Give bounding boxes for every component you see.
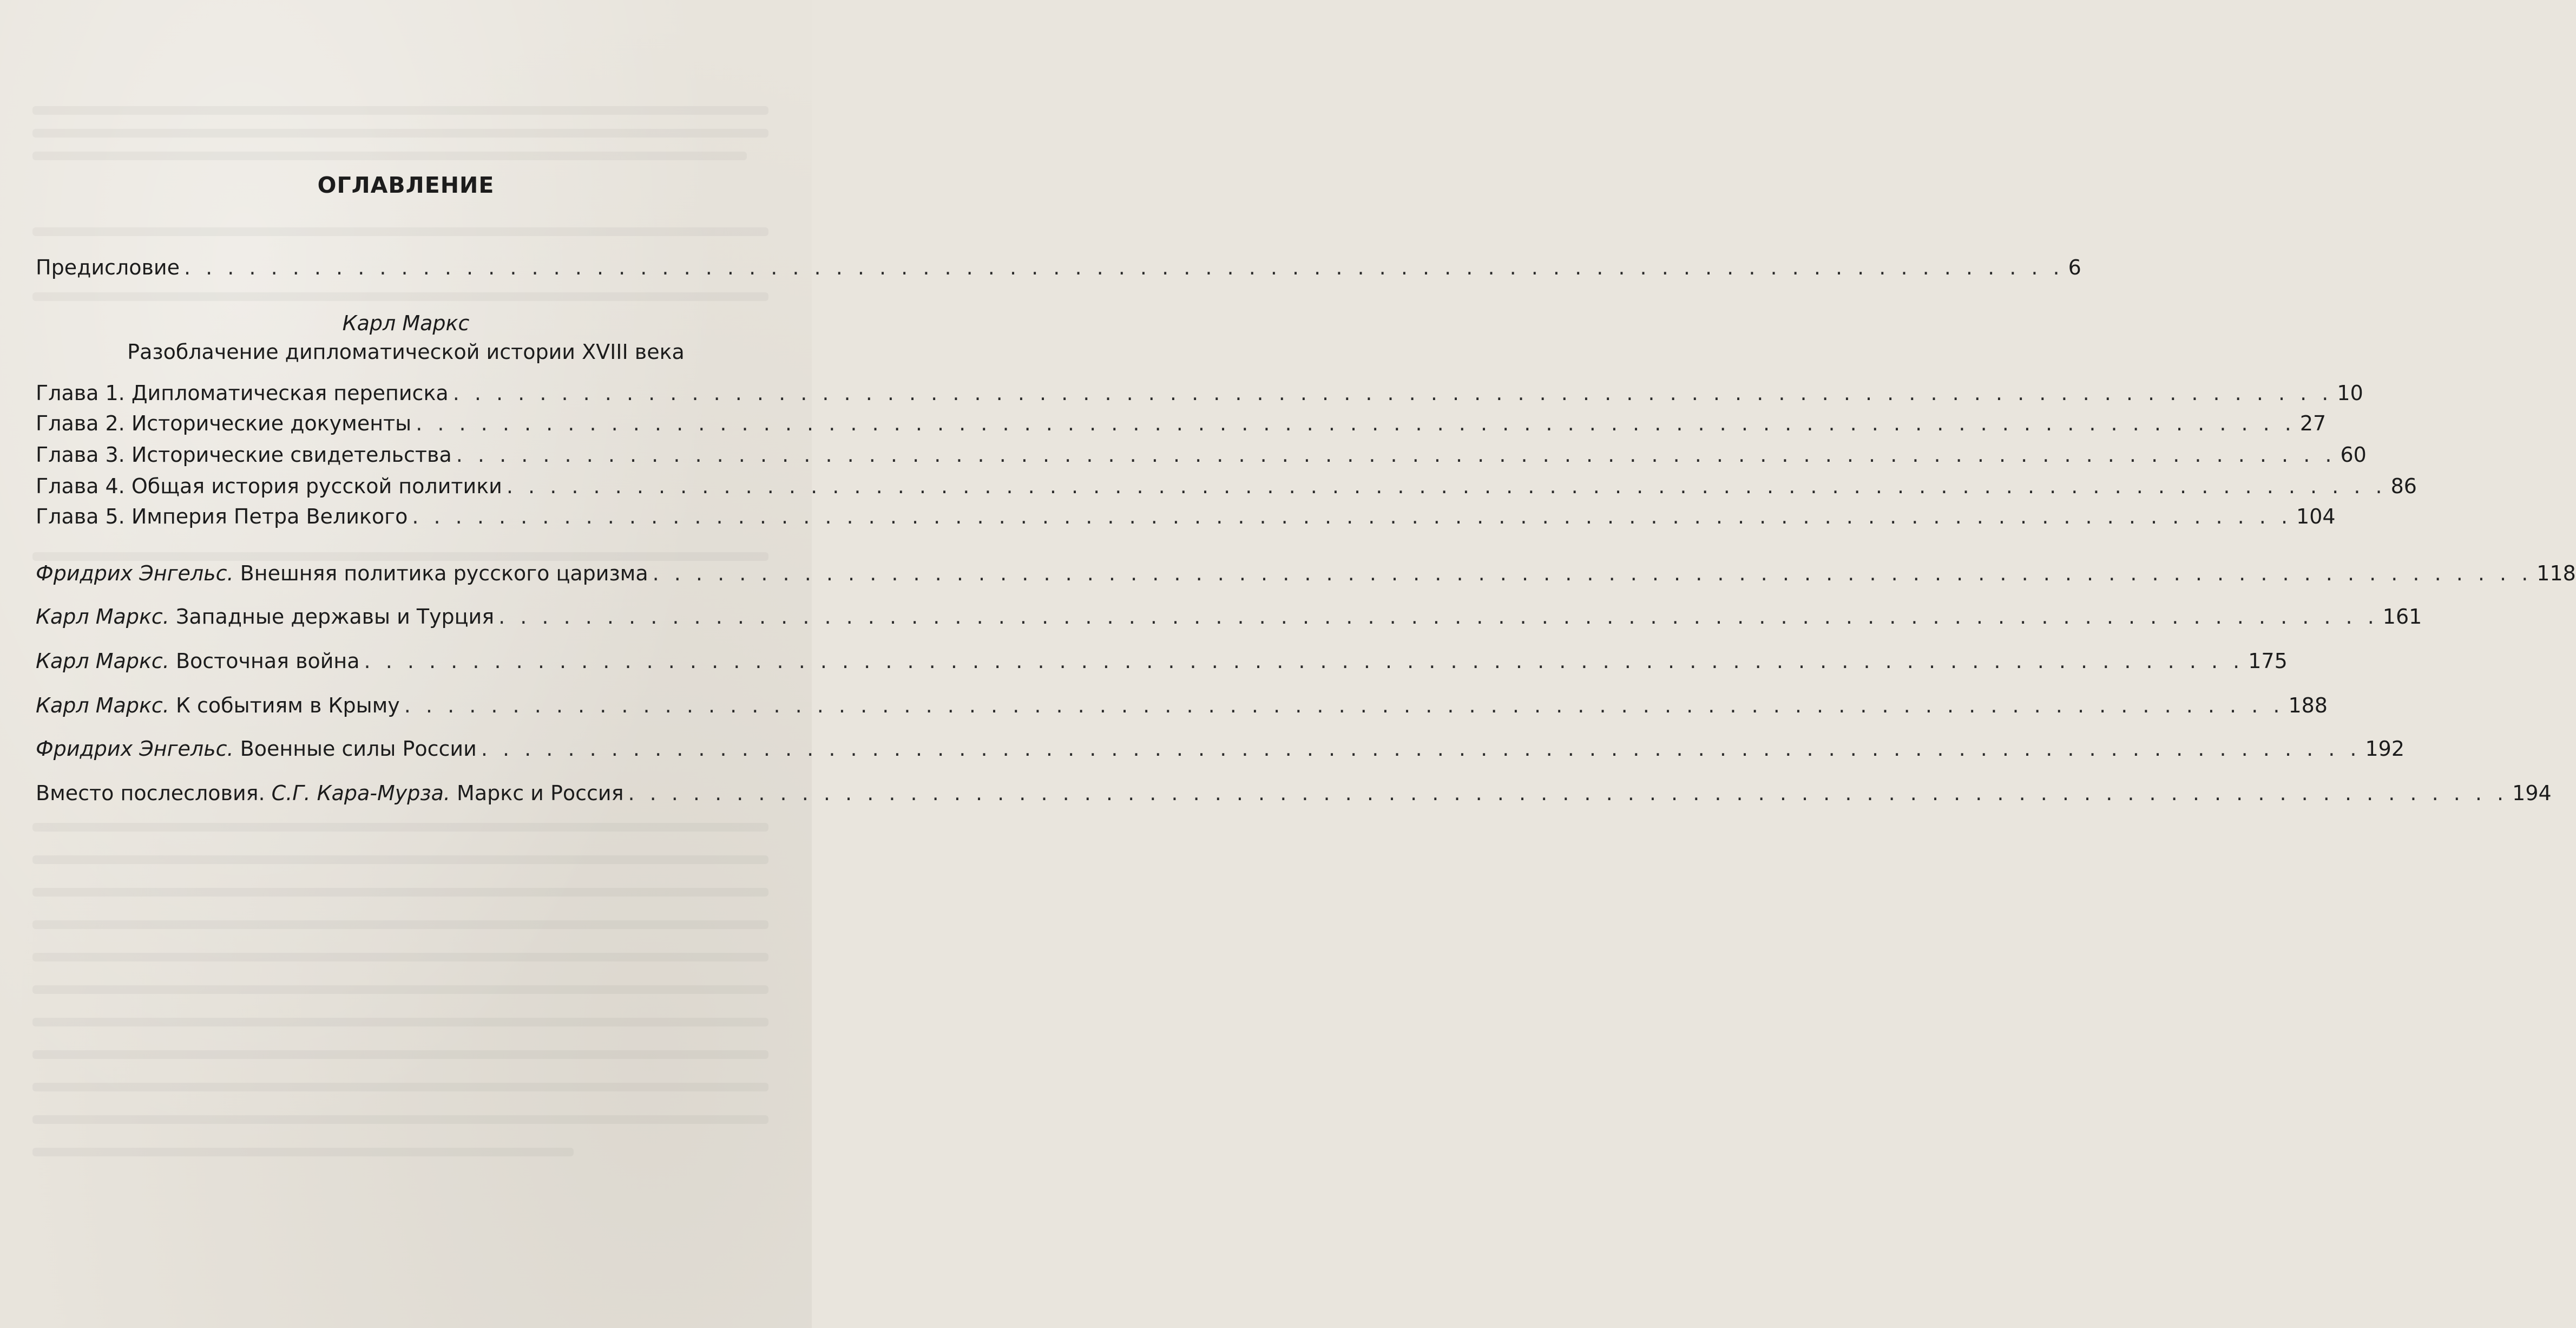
toc-page-number: 175 xyxy=(2248,649,2288,673)
work-title: Военные силы России xyxy=(233,737,477,761)
toc-page-number: 27 xyxy=(2299,411,2327,435)
toc-entry-label xyxy=(36,605,494,629)
toc-entry-label: Глава 4. Общая история русской политики xyxy=(36,474,502,498)
toc-entry-preface[interactable] xyxy=(36,256,2081,283)
toc-entry-label xyxy=(36,781,623,805)
dot-leader: . . . . . . . . . . . . . . . . . . . . . . . . . . . . . . . . . . . . . . . . . . . . . . . . . . . . . . . . . . . . . . . . . . . . . . . . . . . . . . . . . . . . . . . xyxy=(412,505,2292,528)
toc-entry-work[interactable] xyxy=(36,561,2576,588)
show-through-line xyxy=(32,1115,768,1124)
toc-entry-label xyxy=(36,737,477,761)
dot-leader: . . . . . . . . . . . . . . . . . . . . . . . . . . . . . . . . . . . . . . . . . . . . . . . . . . . . . . . . . . . . . . . . . . . . . . . . . . . . . . . . . . . . . . . xyxy=(416,411,2296,435)
toc-entry-label: Глава 1. Дипломатическая переписка xyxy=(36,381,449,405)
toc-entry-label: Глава 3. Исторические свидетельства xyxy=(36,443,452,467)
work-author: Фридрих Энгельс. xyxy=(36,561,234,585)
show-through-line xyxy=(32,1148,574,1156)
show-through-line xyxy=(32,855,768,864)
toc-page-number: 86 xyxy=(2390,474,2417,498)
show-through-line xyxy=(32,152,747,160)
work-title: Внешняя политика русского царизма xyxy=(233,561,648,585)
toc-entry-label: Глава 5. Империя Петра Великого xyxy=(36,505,408,528)
afterword-prefix: Вместо послесловия. xyxy=(36,781,272,805)
show-through-line xyxy=(32,227,768,236)
dot-leader: . . . . . . . . . . . . . . . . . . . . . . . . . . . . . . . . . . . . . . . . . . . . . . . . . . . . . . . . . . . . . . . . . . . . . . . . . . . . . . . . . . . . . . . xyxy=(364,649,2244,673)
dot-leader: . . . . . . . . . . . . . . . . . . . . . . . . . . . . . . . . . . . . . . . . . . . . . . . . . . . . . . . . . . . . . . . . . . . . . . . . . . . . . . . . . . . . . . . xyxy=(481,737,2361,761)
show-through-line xyxy=(32,1018,768,1026)
show-through-line xyxy=(32,1083,768,1091)
toc-page-number: 10 xyxy=(2337,381,2363,405)
toc-page-number: 6 xyxy=(2068,256,2081,279)
work-author: Карл Маркс. xyxy=(36,649,169,673)
toc-entry-label xyxy=(36,694,400,717)
toc-entry-afterword[interactable] xyxy=(36,781,2552,808)
show-through-line xyxy=(32,552,768,561)
show-through-line xyxy=(32,292,768,301)
toc-page-number: 104 xyxy=(2296,505,2336,528)
dot-leader: . . . . . . . . . . . . . . . . . . . . . . . . . . . . . . . . . . . . . . . . . . . . . . . . . . . . . . . . . . . . . . . . . . . . . . . . . . . . . . . . . . . . . . . xyxy=(506,474,2387,498)
dot-leader: . . . . . . . . . . . . . . . . . . . . . . . . . . . . . . . . . . . . . . . . . . . . . . . . . . . . . . . . . . . . . . . . . . . . . . . . . . . . . . . . . . . . . . . xyxy=(652,561,2533,585)
toc-entry-label: Глава 2. Исторические документы xyxy=(36,411,412,435)
toc-page-number: 188 xyxy=(2288,694,2328,717)
toc-entry-work[interactable] xyxy=(36,649,2288,676)
show-through-line xyxy=(32,129,768,138)
afterword-title: Маркс и Россия xyxy=(450,781,624,805)
toc-entry-work[interactable] xyxy=(36,694,2328,721)
show-through-line xyxy=(32,920,768,929)
toc-page-number: 118 xyxy=(2536,561,2576,585)
toc-page-number: 161 xyxy=(2382,605,2422,629)
toc-entry-work[interactable] xyxy=(36,605,2422,632)
toc-entry-label: Предисловие xyxy=(36,256,180,279)
toc-entry-chapter[interactable] xyxy=(36,505,2336,532)
show-through-line xyxy=(32,888,768,897)
show-through-line xyxy=(32,1050,768,1059)
dot-leader: . . . . . . . . . . . . . . . . . . . . . . . . . . . . . . . . . . . . . . . . . . . . . . . . . . . . . . . . . . . . . . . . . . . . . . . . . . . . . . . . . . . . . . . xyxy=(404,694,2284,717)
page-title: ОГЛАВЛЕНИЕ xyxy=(317,172,495,198)
work-title: Восточная война xyxy=(169,649,360,673)
work-author: Фридрих Энгельс. xyxy=(36,737,234,761)
show-through-line xyxy=(32,953,768,961)
dot-leader: . . . . . . . . . . . . . . . . . . . . . . . . . . . . . . . . . . . . . . . . . . . . . . . . . . . . . . . . . . . . . . . . . . . . . . . . . . . . . . . . . . . . . . . xyxy=(456,443,2336,467)
section-author: Карл Маркс xyxy=(342,311,470,335)
toc-page-number: 192 xyxy=(2365,737,2405,761)
work-title: Западные державы и Турция xyxy=(169,605,495,629)
dot-leader: . . . . . . . . . . . . . . . . . . . . . . . . . . . . . . . . . . . . . . . . . . . . . . . . . . . . . . . . . . . . . . . . . . . . . . . . . . . . . . . . . . . . . . . xyxy=(183,256,2064,279)
toc-page-number: 60 xyxy=(2340,443,2367,467)
dot-leader: . . . . . . . . . . . . . . . . . . . . . . . . . . . . . . . . . . . . . . . . . . . . . . . . . . . . . . . . . . . . . . . . . . . . . . . . . . . . . . . . . . . . . . . xyxy=(498,605,2378,629)
show-through-line xyxy=(32,106,768,115)
work-author: Карл Маркс. xyxy=(36,605,169,629)
toc-page-number: 194 xyxy=(2512,781,2552,805)
dot-leader: . . . . . . . . . . . . . . . . . . . . . . . . . . . . . . . . . . . . . . . . . . . . . . . . . . . . . . . . . . . . . . . . . . . . . . . . . . . . . . . . . . . . . . . xyxy=(628,781,2508,805)
toc-entry-label xyxy=(36,561,648,585)
toc-entry-chapter[interactable] xyxy=(36,443,2367,470)
section-title: Разоблачение дипломатической истории XVIII века xyxy=(127,340,685,364)
toc-entry-label xyxy=(36,649,360,673)
dot-leader: . . . . . . . . . . . . . . . . . . . . . . . . . . . . . . . . . . . . . . . . . . . . . . . . . . . . . . . . . . . . . . . . . . . . . . . . . . . . . . . . . . . . . . . xyxy=(452,381,2333,405)
show-through-line xyxy=(32,985,768,994)
work-author: Карл Маркс. xyxy=(36,694,169,717)
toc-entry-chapter[interactable] xyxy=(36,411,2327,439)
afterword-author: С.Г. Кара-Мурза. xyxy=(271,781,450,805)
show-through-line xyxy=(32,823,768,832)
toc-entry-chapter[interactable] xyxy=(36,381,2363,408)
toc-entry-work[interactable] xyxy=(36,737,2405,764)
toc-entry-chapter[interactable] xyxy=(36,474,2417,501)
work-title: К событиям в Крыму xyxy=(169,694,400,717)
